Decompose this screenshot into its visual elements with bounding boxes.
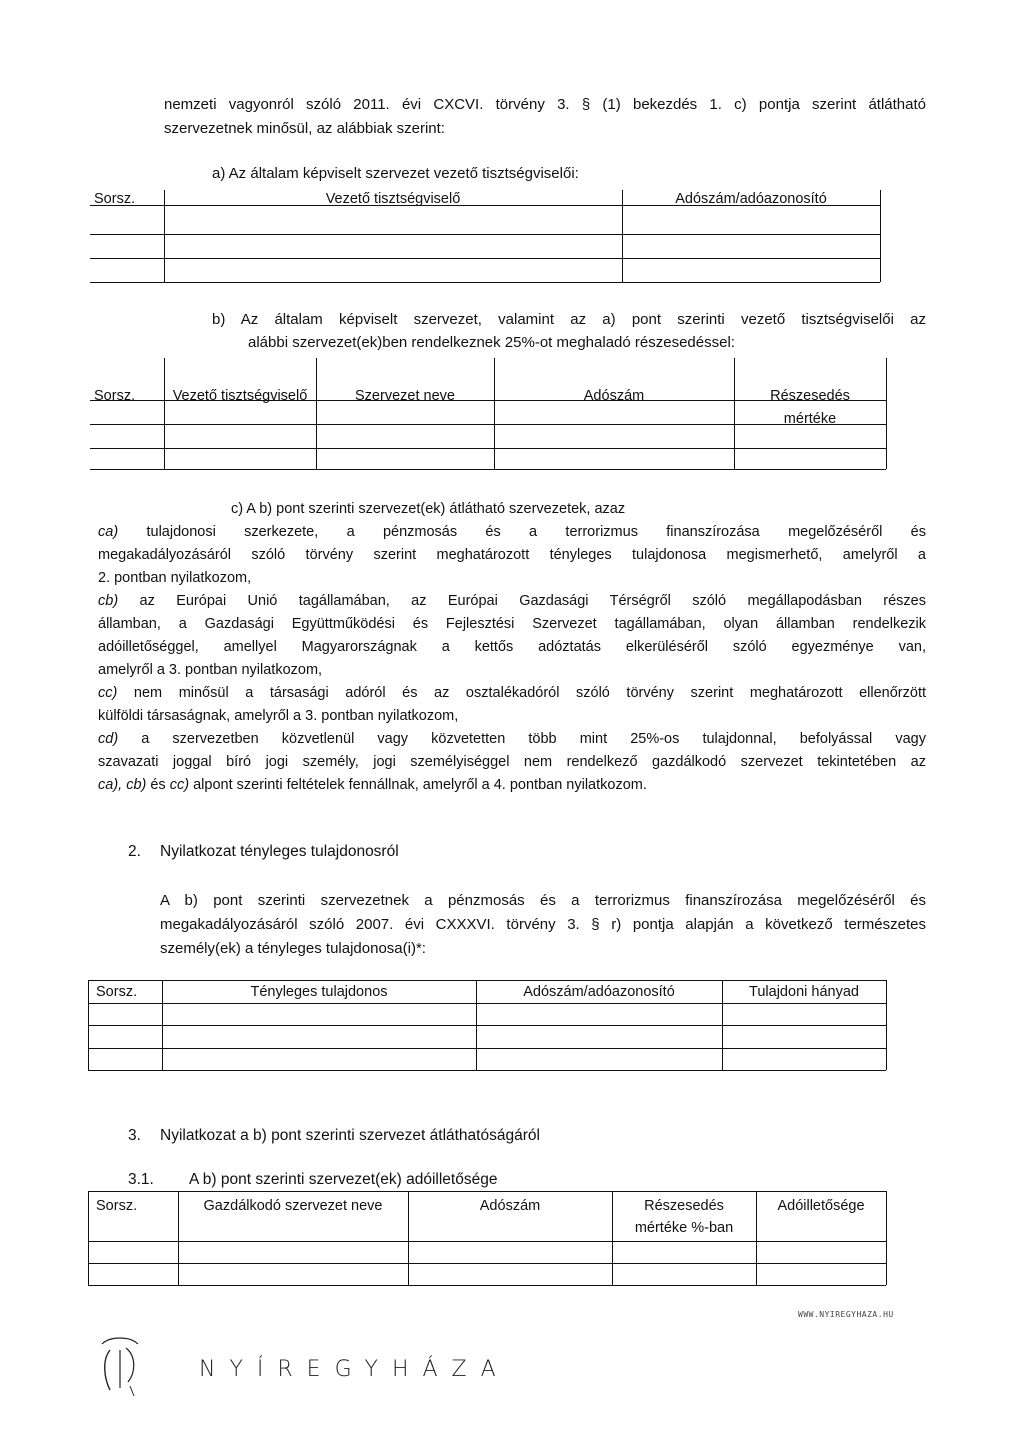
table-2-header-tulajdonos: Tényleges tulajdonos — [250, 984, 388, 1000]
section-3-1-title: A b) pont szerinti szervezet(ek) adóilletősége — [189, 1171, 498, 1188]
section-c-heading: c) A b) pont szerinti szervezet(ek) átlátható szervezetek, azaz — [231, 501, 626, 517]
table-b-header-reszesedes: Részesedés — [770, 388, 850, 404]
intro-line-2: szervezetnek minősül, az alábbiak szerint: — [164, 120, 445, 137]
cb-line-3: adóilletőséggel, amellyel Magyarországnak a kettős adóztatás elkerüléséről szóló egyezménye van, — [98, 639, 926, 655]
cb-line-1: cb) az Európai Unió tagállamában, az Európai Gazdasági Térségről szóló megállapodásban részes — [98, 593, 926, 609]
section-a-heading: a) Az általam képviselt szervezet vezető tisztségviselői: — [212, 165, 579, 182]
cc-line-2: külföldi társaságnak, amelyről a 3. pontban nyilatkozom, — [98, 708, 459, 724]
section-b-heading-line-2: alábbi szervezet(ek)ben rendelkeznek 25%-ot meghaladó részesedéssel: — [248, 334, 735, 351]
ca-line-1: ca) tulajdonosi szerkezete, a pénzmosás és a terrorizmus finanszírozása megelőzéséről és — [98, 524, 926, 540]
table-b-header-merteke: mértéke — [783, 411, 837, 427]
website-url: WWW.NYIREGYHAZA.HU — [798, 1310, 894, 1319]
table-3-header-sorsz: Sorsz. — [96, 1198, 138, 1214]
section-2-paragraph — [160, 889, 926, 961]
cd-line-2: szavazati joggal bíró jogi személy, jogi személyiséggel nem rendelkező gazdálkodó szervezet tekintetében az — [98, 754, 926, 770]
section-c — [98, 498, 926, 797]
section-2-line-2: megakadályozásáról szóló 2007. évi CXXXVI. törvény 3. § r) pontja alapján a következő természetes — [160, 916, 926, 933]
table-a-header-vezeto: Vezető tisztségviselő — [325, 191, 461, 207]
table-3-header-adoilletoseg: Adóilletősége — [777, 1198, 865, 1214]
intro-line-1: nemzeti vagyonról szóló 2011. évi CXCVI. törvény 3. § (1) bekezdés 1. c) pontja szerint átlátható — [164, 96, 926, 113]
table-3-header-reszesedes: Részesedés — [644, 1198, 724, 1214]
table-a-header-adoszam: Adószám/adóazonosító — [675, 191, 827, 207]
ca-line-2: megakadályozásáról szóló törvény szerint meghatározott tényleges tulajdonosa megismerhető, amelyről a — [98, 547, 926, 563]
table-3-header-gazdalkodo: Gazdálkodó szervezet neve — [203, 1198, 383, 1214]
section-3-number: 3. — [128, 1127, 141, 1144]
table-b-header-vezeto: Vezető tisztségviselő — [172, 388, 308, 404]
ca-line-3: 2. pontban nyilatkozom, — [98, 570, 252, 586]
cc-line-1: cc) nem minősül a társasági adóról és az osztalékadóról szóló törvény szerint meghatározott ellenőrzött — [98, 685, 926, 701]
section-2-line-1: A b) pont szerinti szervezetnek a pénzmosás és a terrorizmus finanszírozása megelőzéséről és — [160, 892, 926, 909]
logo-wordmark: NYÍREGYHÁZA — [199, 1357, 510, 1382]
cb-line-4: amelyről a 3. pontban nyilatkozom, — [98, 662, 323, 678]
section-2-number: 2. — [128, 843, 141, 860]
cb-line-2: államban, a Gazdasági Együttműködési és Fejlesztési Szervezet tagállamában, olyan államban rendelkezik — [98, 616, 926, 632]
cd-line-1: cd) a szervezetben közvetlenül vagy közvetetten több mint 25%-os tulajdonnal, befolyással vagy — [98, 731, 926, 747]
table-b-header-sorsz: Sorsz. — [94, 388, 136, 404]
nyiregyhaza-logo-icon — [96, 1330, 144, 1406]
table-2-header-sorsz: Sorsz. — [96, 984, 138, 1000]
table-b-header-szervezet: Szervezet neve — [355, 388, 455, 404]
table-3-header-merteke: mértéke %-ban — [634, 1220, 734, 1236]
table-b-header-adoszam: Adószám — [583, 388, 645, 404]
section-2-title: Nyilatkozat tényleges tulajdonosról — [160, 843, 399, 860]
table-2-header-hanyad: Tulajdoni hányad — [749, 984, 859, 1000]
section-2-line-3: személy(ek) a tényleges tulajdonosa(i)*: — [160, 940, 426, 957]
cd-line-3: ca), cb) és cc) alpont szerinti feltételek fennállnak, amelyről a 4. pontban nyilatkozom. — [98, 777, 647, 793]
section-3-title: Nyilatkozat a b) pont szerinti szervezet átláthatóságáról — [160, 1127, 540, 1144]
table-3-header-adoszam: Adószám — [479, 1198, 541, 1214]
section-3-1-number: 3.1. — [128, 1171, 154, 1188]
section-b-heading-line-1: b) Az általam képviselt szervezet, valamint az a) pont szerinti vezető tisztségviselői az — [212, 311, 926, 328]
table-2-header-adoszam: Adószám/adóazonosító — [523, 984, 675, 1000]
table-a-header-sorsz: Sorsz. — [94, 191, 136, 207]
